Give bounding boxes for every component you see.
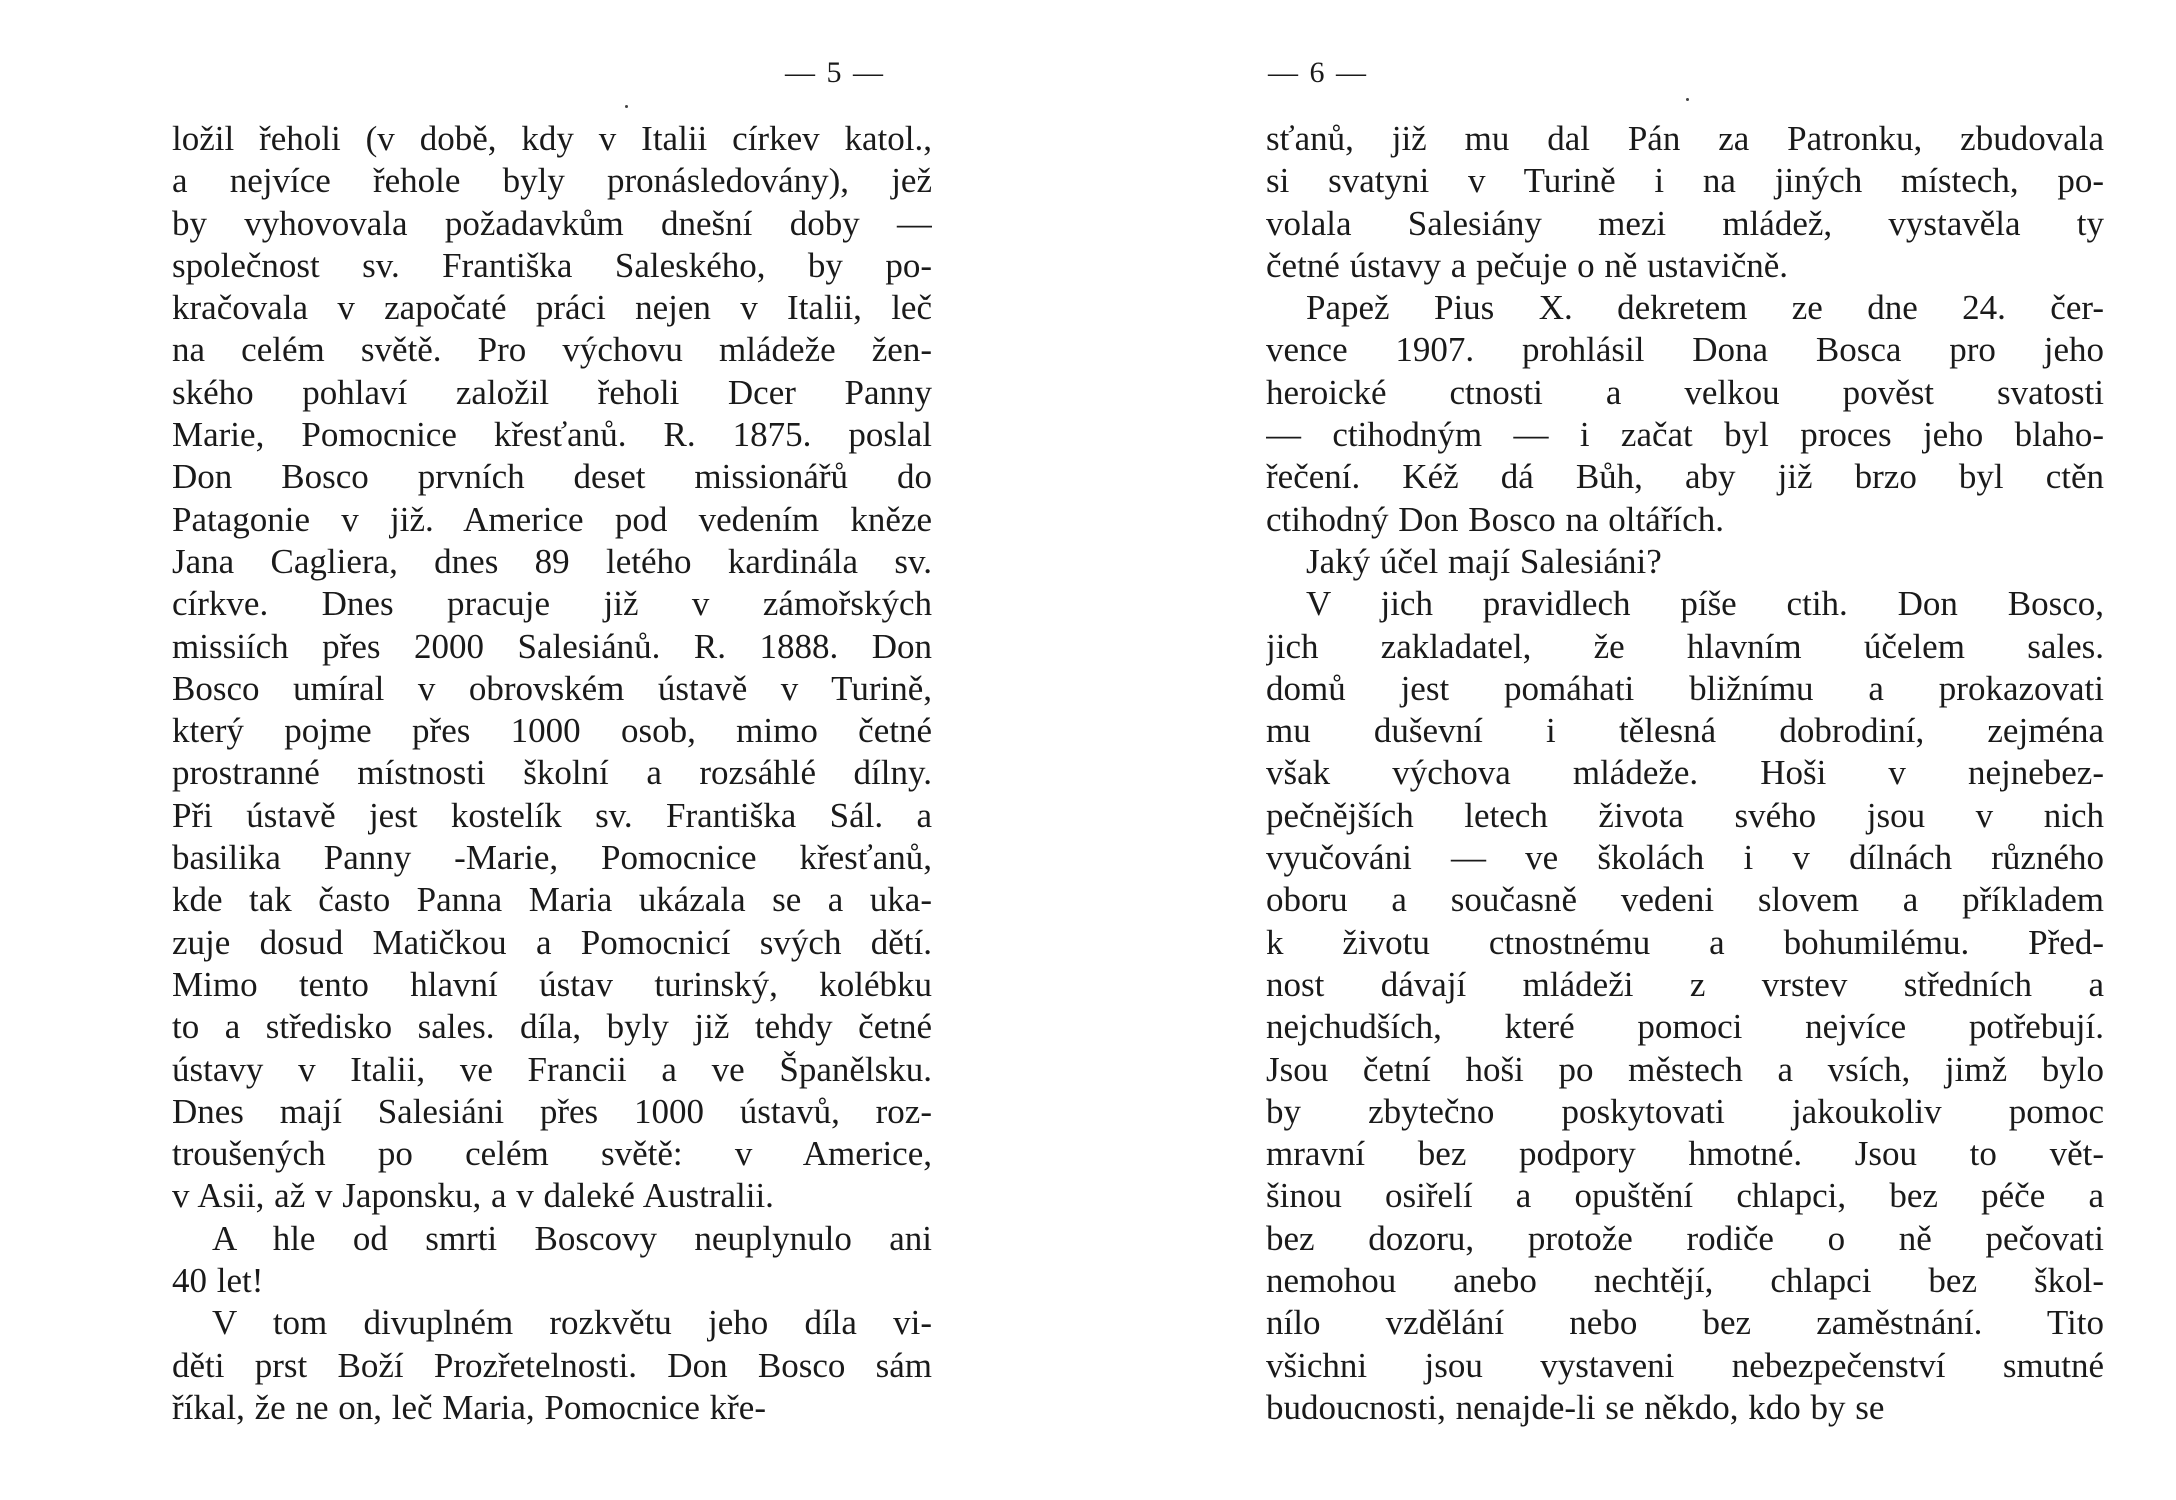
text-line: který pojme přes 1000 osob, mimo četné — [172, 711, 932, 751]
text-line: Jsou četní hoši po městech a vsích, jimž bylo — [1266, 1049, 2104, 1089]
text-line: četné ústavy a pečuje o ně ustavičně. — [1266, 245, 1789, 285]
text-line: šinou osiřelí a opuštění chlapci, bez péče a — [1266, 1176, 2104, 1216]
text-line: řečení. Kéž dá Bůh, aby již brzo byl ctěn — [1266, 457, 2104, 497]
text-line: církve. Dnes pracuje již v zámořských — [172, 584, 932, 624]
text-line: bez dozoru, protože rodiče o ně pečovati — [1266, 1218, 2104, 1258]
text-line: jich zakladatel, že hlavním účelem sales. — [1266, 626, 2104, 666]
text-line: ského pohlaví založil řeholi Dcer Panny — [172, 372, 932, 412]
text-line: Papež Pius X. dekretem ze dne 24. čer- — [1306, 288, 2104, 328]
text-line: 40 let! — [172, 1261, 264, 1301]
text-line: společnost sv. Františka Saleského, by po- — [172, 245, 932, 285]
ink-speck — [1686, 98, 1689, 101]
text-line: nejchudších, které pomoci nejvíce potřebují. — [1266, 1007, 2104, 1047]
right-page — [1088, 0, 2176, 1500]
text-line: všichni jsou vystaveni nebezpečenství smutné — [1266, 1345, 2104, 1385]
ink-speck — [625, 105, 628, 108]
text-line: si svatyni v Turině i na jiných místech, po- — [1266, 161, 2104, 201]
text-line: by vyhovovala požadavkům dnešní doby — — [172, 203, 932, 243]
text-line: mravní bez podpory hmotné. Jsou to vět- — [1266, 1134, 2104, 1174]
text-line: a nejvíce řehole byly pronásledovány), jež — [172, 161, 932, 201]
text-line: vence 1907. prohlásil Dona Bosca pro jeho — [1266, 330, 2104, 370]
text-line: volala Salesiány mezi mládež, vystavěla ty — [1266, 203, 2104, 243]
text-line: Jaký účel mají Salesiáni? — [1306, 541, 1662, 581]
text-line: to a středisko sales. díla, byly již tehdy četné — [172, 1007, 932, 1047]
text-line: vyučováni — ve školách i v dílnách různého — [1266, 838, 2104, 878]
text-line: basilika Panny -Marie, Pomocnice křesťanů, — [172, 838, 932, 878]
text-line: zuje dosud Matičkou a Pomocnicí svých dětí. — [172, 922, 932, 962]
text-line: nílo vzdělání nebo bez zaměstnání. Tito — [1266, 1303, 2104, 1343]
text-line: A hle od smrti Boscovy neuplynulo ani — [212, 1218, 932, 1258]
text-line: troušených po celém světě: v Americe, — [172, 1134, 932, 1174]
text-line: by zbytečno poskytovati jakoukoliv pomoc — [1266, 1091, 2104, 1131]
text-line: heroické ctnosti a velkou pověst svatosti — [1266, 372, 2104, 412]
text-line: Don Bosco prvních deset missionářů do — [172, 457, 932, 497]
text-line: ústavy v Italii, ve Francii a ve Španělsku. — [172, 1049, 932, 1089]
text-line: mu duševní i tělesná dobrodiní, zejména — [1266, 711, 2104, 751]
text-line: sťanů, již mu dal Pán za Patronku, zbudovala — [1266, 119, 2104, 158]
text-line: missiích přes 2000 Salesiánů. R. 1888. Don — [172, 626, 932, 666]
text-line: nost dávají mládeži z vrstev středních a — [1266, 964, 2104, 1004]
text-line: Marie, Pomocnice křesťanů. R. 1875. poslal — [172, 415, 932, 455]
text-line: V jich pravidlech píše ctih. Don Bosco, — [1306, 584, 2104, 624]
text-line: Mimo tento hlavní ústav turinský, kolébku — [172, 964, 932, 1004]
text-line: v Asii, až v Japonsku, a v daleké Australii. — [172, 1176, 774, 1216]
text-line: Jana Cagliera, dnes 89 letého kardinála sv. — [172, 541, 932, 581]
text-line: Při ústavě jest kostelík sv. Františka Sál. a — [172, 795, 932, 835]
text-line: kde tak často Panna Maria ukázala se a uka- — [172, 880, 932, 920]
text-line: Bosco umíral v obrovském ústavě v Turině, — [172, 668, 932, 708]
text-line: — ctihodným — i začat byl proces jeho blaho- — [1266, 415, 2104, 455]
text-line: ctihodný Don Bosco na oltářích. — [1266, 499, 1724, 539]
left-text-block — [172, 118, 932, 1429]
text-line: Patagonie v již. Americe pod vedením kněze — [172, 499, 932, 539]
text-line: V tom divuplném rozkvětu jeho díla vi- — [212, 1303, 932, 1343]
text-line: však výchova mládeže. Hoši v nejnebez- — [1266, 753, 2104, 793]
text-line: děti prst Boží Prozřetelnosti. Don Bosco sám — [172, 1345, 932, 1385]
text-line: pečnějších letech života svého jsou v nich — [1266, 795, 2104, 835]
text-line: prostranné místnosti školní a rozsáhlé dílny. — [172, 753, 932, 793]
text-line: říkal, že ne on, leč Maria, Pomocnice kře- — [172, 1387, 766, 1427]
text-line: nemohou anebo nechtějí, chlapci bez škol- — [1266, 1261, 2104, 1301]
text-line: na celém světě. Pro výchovu mládeže žen- — [172, 330, 932, 370]
text-line: oboru a současně vedeni slovem a příkladem — [1266, 880, 2104, 920]
text-line: ložil řeholi (v době, kdy v Italii církev katol., — [172, 119, 932, 158]
text-line: Dnes mají Salesiáni přes 1000 ústavů, roz- — [172, 1091, 932, 1131]
text-line: domů jest pomáhati bližnímu a prokazovati — [1266, 668, 2104, 708]
right-text-block — [1266, 118, 2104, 1429]
text-line: budoucnosti, nenajde-li se někdo, kdo by se — [1266, 1387, 1885, 1427]
page-number: — 6 — — [1268, 56, 1368, 89]
text-line: kračovala v započaté práci nejen v Italii, leč — [172, 288, 932, 328]
text-line: k životu ctnostnému a bohumilému. Před- — [1266, 922, 2104, 962]
page-number: — 5 — — [785, 56, 885, 89]
